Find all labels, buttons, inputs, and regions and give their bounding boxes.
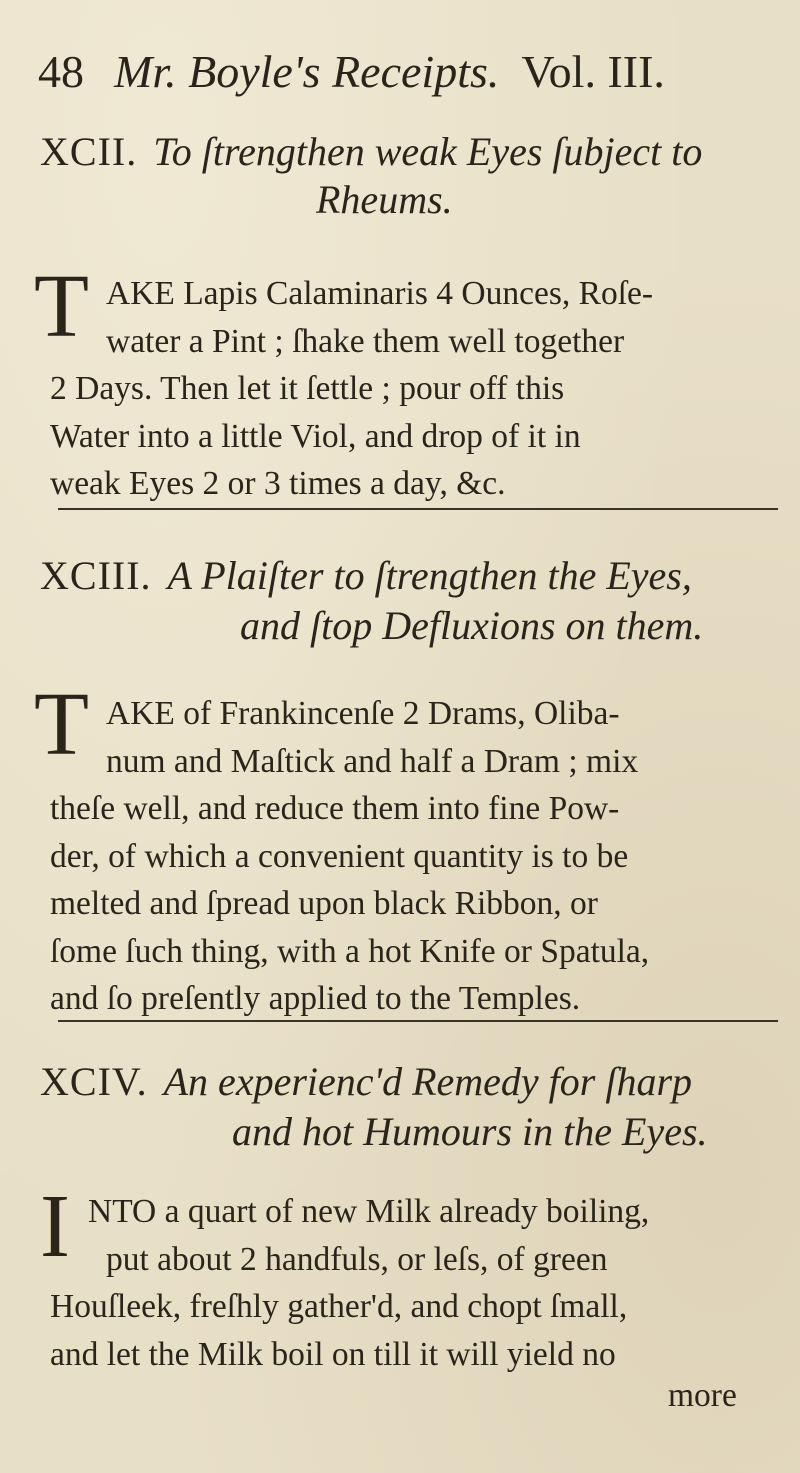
- section-title-line1: A Plaiſter to ſtrengthen the Eyes,: [167, 553, 692, 598]
- volume-label: Vol. III.: [521, 46, 665, 97]
- section-title-line2: Rheums.: [316, 177, 453, 222]
- section-number: XCIII.: [40, 553, 152, 598]
- catchword: more: [668, 1377, 737, 1414]
- text-line: AKE of Frankincenſe 2 Drams, Oliba-: [106, 695, 620, 732]
- section-paragraph-xciii: [50, 690, 790, 1023]
- section-heading-xcii: [40, 128, 780, 176]
- section-divider: [58, 508, 778, 510]
- text-line: and let the Milk boil on till it will yield no: [50, 1335, 616, 1373]
- section-heading-xciii: [40, 552, 780, 600]
- section-divider: [58, 1020, 778, 1022]
- text-line: NTO a quart of new Milk already boiling,: [88, 1193, 650, 1230]
- text-line: melted and ſpread upon black Ribbon, or: [50, 885, 598, 922]
- page-number: 48: [38, 46, 84, 97]
- text-line: water a Pint ; ſhake them well together: [106, 322, 625, 360]
- drop-cap: T: [34, 257, 89, 356]
- running-header: [38, 42, 778, 102]
- text-line: theſe well, and reduce them into fine Pow-: [50, 790, 620, 827]
- text-line: num and Maſtick and half a Dram ; mix: [106, 742, 639, 780]
- drop-cap: I: [40, 1177, 70, 1276]
- section-number: XCIV.: [40, 1059, 148, 1104]
- section-paragraph-xcii: [50, 270, 790, 508]
- section-paragraph-xciv: [50, 1188, 790, 1378]
- text-line: Houſleek, freſhly gather'd, and chopt ſmall,: [50, 1288, 628, 1325]
- section-title-line2: and hot Humours in the Eyes.: [232, 1109, 708, 1154]
- text-line: and ſo preſently applied to the Temples.: [50, 980, 581, 1017]
- text-line: weak Eyes 2 or 3 times a day, &c.: [50, 465, 506, 502]
- section-title-line1: To ſtrengthen weak Eyes ſubject to: [153, 129, 703, 174]
- drop-cap: T: [34, 675, 89, 774]
- text-line: der, of which a convenient quantity is to be: [50, 837, 629, 875]
- section-title-line2: and ſtop Defluxions on them.: [240, 603, 704, 648]
- text-line: AKE Lapis Calaminaris 4 Ounces, Roſe-: [106, 275, 654, 312]
- book-title: Mr. Boyle's Receipts.: [114, 46, 500, 97]
- text-line: Water into a little Viol, and drop of it in: [50, 417, 581, 455]
- text-line: put about 2 handfuls, or leſs, of green: [106, 1240, 608, 1278]
- text-line: ſome ſuch thing, with a hot Knife or Spatula,: [50, 932, 650, 970]
- section-heading-xciv: [40, 1058, 780, 1106]
- text-line: 2 Days. Then let it ſettle ; pour off this: [50, 370, 565, 407]
- section-title-line1: An experienc'd Remedy for ſharp: [163, 1059, 693, 1104]
- section-number: XCII.: [40, 129, 138, 174]
